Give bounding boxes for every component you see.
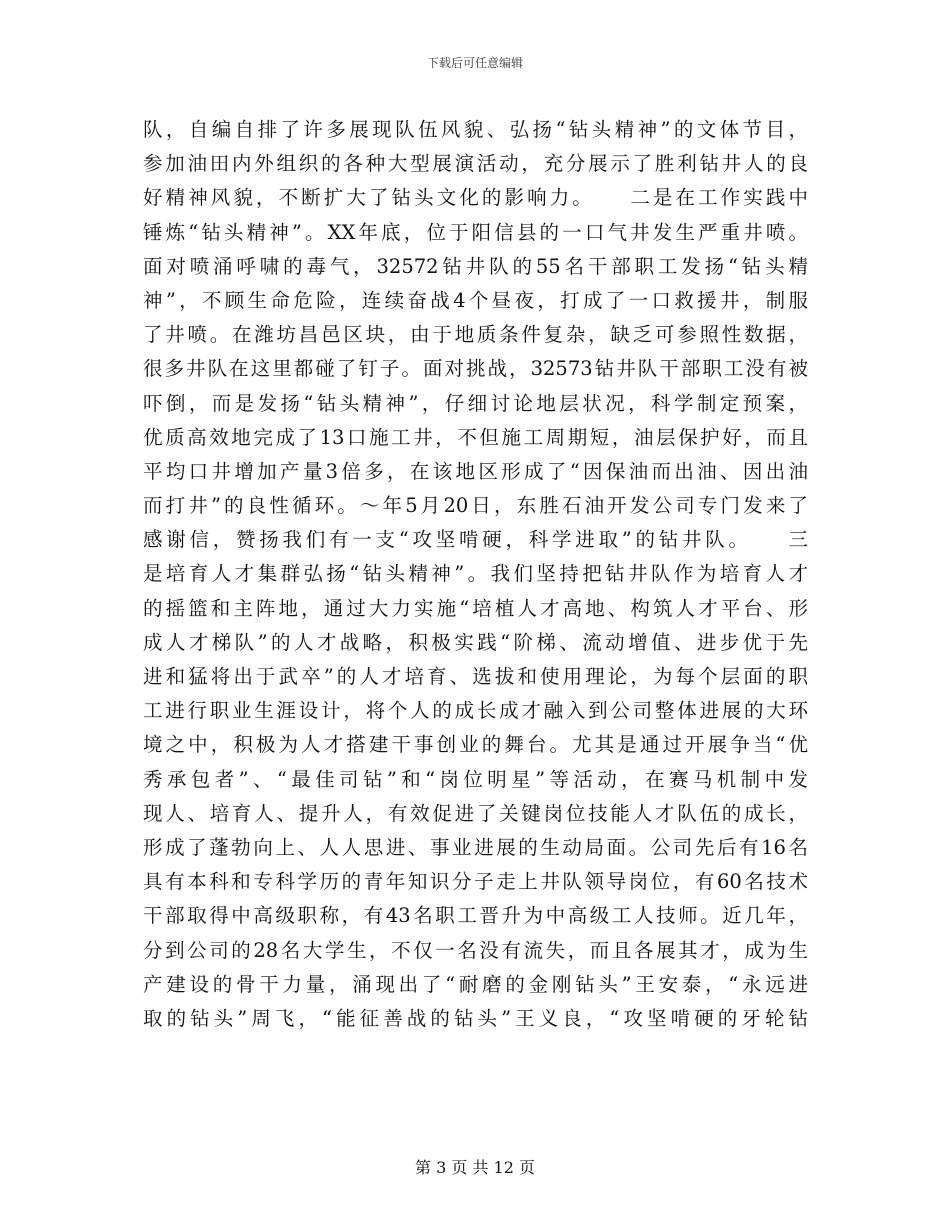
text-line: 取的钻头”周飞，“能征善战的钻头”王义良，“攻坚啃硬的牙轮钻 <box>143 1006 808 1030</box>
text-line: 面对喷涌呼啸的毒气，32572钻井队的55名干部职工发扬“钻头精 <box>143 254 808 278</box>
text-line: 参加油田内外组织的各种大型展演活动，充分展示了胜利钻井人的良 <box>143 152 808 176</box>
text-line: 吓倒，而是发扬“钻头精神”，仔细讨论地层状况，科学制定预案， <box>143 391 808 415</box>
text-line: 工进行职业生涯设计，将个人的成长成才融入到公司整体进展的大环 <box>143 699 808 723</box>
text-line: 分到公司的28名大学生，不仅一名没有流失，而且各展其才，成为生 <box>143 938 808 962</box>
text-line: 秀承包者”、“最佳司钻”和“岗位明星”等活动，在赛马机制中发 <box>143 767 808 791</box>
text-line: 很多井队在这里都碰了钉子。面对挑战，32573钻井队干部职工没有被 <box>143 357 808 381</box>
text-line: 干部取得中高级职称，有43名职工晋升为中高级工人技师。近几年， <box>143 904 808 928</box>
text-line: 进和猛将出于武卒”的人才培育、选拔和使用理论，为每个层面的职 <box>143 665 808 688</box>
text-line: 好精神风貌，不断扩大了钻头文化的影响力。 二是在工作实践中 <box>143 186 808 210</box>
text-line: 平均口井增加产量3倍多，在该地区形成了“因保油而出油、因出油 <box>143 459 808 483</box>
text-line: 神”，不顾生命危险，连续奋战4个昼夜，打成了一口救援井，制服 <box>143 288 808 312</box>
text-line: 的摇篮和主阵地，通过大力实施“培植人才高地、构筑人才平台、形 <box>143 596 808 620</box>
text-line: 成人才梯队”的人才战略，积极实践“阶梯、流动增值、进步优于先 <box>143 630 808 654</box>
body-text <box>143 113 808 1036</box>
text-line: 是培育人才集群弘扬“钻头精神”。我们坚持把钻井队作为培育人才 <box>143 562 808 586</box>
text-line: 而打井”的良性循环。～年5月20日，东胜石油开发公司专门发来了 <box>143 494 808 518</box>
text-line: 产建设的骨干力量，涌现出了“耐磨的金刚钻头”王安泰，“永远进 <box>143 972 808 996</box>
text-line: 锤炼“钻头精神”。XX年底，位于阳信县的一口气井发生严重井喷。 <box>143 220 808 244</box>
text-line: 了井喷。在潍坊昌邑区块，由于地质条件复杂，缺乏可参照性数据， <box>143 323 808 347</box>
page-footer: 第 3 页 共 12 页 <box>415 1158 535 1177</box>
text-line: 队，自编自排了许多展现队伍风貌、弘扬“钻头精神”的文体节目， <box>143 118 808 141</box>
text-line: 优质高效地完成了13口施工井，不但施工周期短，油层保护好，而且 <box>143 425 808 449</box>
text-line: 具有本科和专科学历的青年知识分子走上井队领导岗位，有60名技术 <box>143 870 808 894</box>
text-line: 境之中，积极为人才搭建干事创业的舞台。尤其是通过开展争当“优 <box>143 733 808 757</box>
page-header: 下载后可任意编辑 <box>426 56 523 70</box>
text-line: 现人、培育人、提升人，有效促进了关键岗位技能人才队伍的成长， <box>143 801 808 825</box>
text-line: 形成了蓬勃向上、人人思进、事业进展的生动局面。公司先后有16名 <box>143 835 808 859</box>
text-line: 感谢信，赞扬我们有一支“攻坚啃硬，科学进取”的钻井队。 三 <box>143 528 808 552</box>
